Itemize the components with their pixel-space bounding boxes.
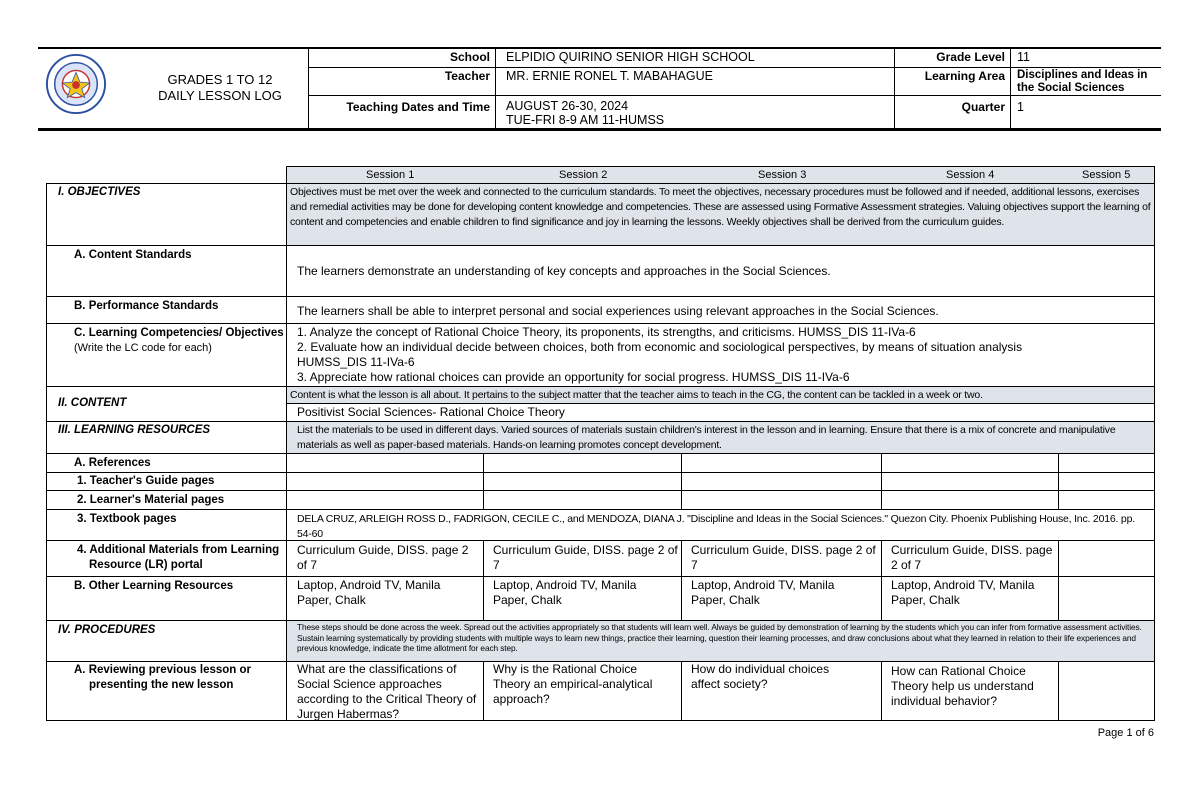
review-label-line1: A. Reviewing previous lesson or (74, 664, 252, 676)
competencies-value (297, 325, 1152, 385)
content-value: Positivist Social Sciences- Rational Choice Theory (297, 405, 565, 419)
other-resources-session-1: Laptop, Android TV, Manila Paper, Chalk (297, 578, 441, 607)
additional-materials-session-4: Curriculum Guide, DISS. page 2 of 7 (891, 543, 1053, 572)
dates-line1: AUGUST 26-30, 2024 (506, 99, 629, 113)
content-label: II. CONTENT (58, 397, 127, 409)
teachers-guide-label: 1. Teacher's Guide pages (77, 475, 215, 487)
title-line2: DAILY LESSON LOG (158, 88, 282, 103)
competencies-label-block (74, 326, 284, 355)
competency-2-code: HUMSS_DIS 11-IVa-6 (297, 355, 415, 369)
teacher-value: MR. ERNIE RONEL T. MABAHAGUE (506, 69, 713, 83)
other-resources-session-3: Laptop, Android TV, Manila Paper, Chalk (691, 578, 835, 607)
textbook-value: DELA CRUZ, ARLEIGH ROSS D., FADRIGON, CECILE C., and MENDOZA, DIANA J. "Discipline and Ideas in the Social Sciences." Quezon City. Phoenix Publishing House, Inc. 2016. pp. 54-60 (297, 513, 1135, 540)
review-label-line2: presenting the new lesson (89, 679, 234, 691)
quarter-label: Quarter (961, 100, 1005, 114)
content-standards-label: A. Content Standards (74, 249, 192, 261)
quarter-value: 1 (1017, 100, 1024, 114)
review-session-2: Why is the Rational Choice Theory an empirical-analytical approach? (493, 662, 653, 706)
objectives-note: Objectives must be met over the week and connected to the curriculum standards. To meet the objectives, necessary procedures must be followed and if needed, additional lessons, exercises and remedial activities may be done for developing content knowledge and competencies. These are assessed using Formative Assessment strategies. Valuing objectives support the learning of content and competencies and enable children to find significance and joy in learning the lessons. Weekly objectives shall be derived from the curriculum guides. (290, 186, 1151, 228)
session-2-header: Session 2 (559, 169, 608, 181)
additional-materials-line2: Resource (LR) portal (89, 559, 203, 571)
dates-label: Teaching Dates and Time (346, 100, 490, 114)
performance-standards-label: B. Performance Standards (74, 300, 219, 312)
review-session-4: How can Rational Choice Theory help us understand individual behavior? (891, 664, 1034, 708)
learners-material-label: 2. Learner's Material pages (77, 494, 225, 506)
performance-standards-value: The learners shall be able to interpret personal and social experiences using relevant approaches in the Social Sciences. (297, 304, 939, 318)
session-4-header: Session 4 (946, 169, 995, 181)
page-number: Page 1 of 6 (1097, 727, 1154, 739)
dates-line2: TUE-FRI 8-9 AM 11-HUMSS (506, 113, 665, 127)
additional-materials-line1: 4. Additional Materials from Learning (77, 544, 280, 556)
area-line1: Disciplines and Ideas in (1017, 69, 1148, 81)
session-1-header: Session 1 (366, 169, 415, 181)
competency-3: 3. Appreciate how rational choices can provide an opportunity for social progress. HUMSS_DIS 11-IVa-6 (297, 370, 850, 384)
other-resources-label: B. Other Learning Resources (74, 580, 234, 592)
grade-value: 11 (1017, 50, 1030, 64)
review-label (74, 663, 279, 693)
competencies-sublabel: (Write the LC code for each) (74, 342, 212, 354)
textbook-label: 3. Textbook pages (77, 513, 177, 525)
additional-materials-session-1: Curriculum Guide, DISS. page 2 of 7 (297, 543, 469, 572)
school-value: ELPIDIO QUIRINO SENIOR HIGH SCHOOL (506, 50, 755, 64)
competency-2: 2. Evaluate how an individual decide between choices, both from economic and sociological perspectives, by means of situation analysis (297, 340, 1023, 354)
session-3-header: Session 3 (758, 169, 807, 181)
content-note: Content is what the lesson is all about. It pertains to the subject matter that the teacher aims to teach in the CG, the content can be tackled in a week or two. (290, 389, 983, 401)
procedures-note: These steps should be done across the week. Spread out the activities appropriately so that students will learn well. Always be guided by demonstration of learning by the students which you can infer from formative assessment activities. Sustain learning systematically by providing students with multiple ways to learn new things, practice their learning, question their learning processes, and draw conclusions about what they learned in relation to their life experiences and previous knowledge, indicate the time allotment for each step. (297, 622, 1142, 653)
content-standards-value: The learners demonstrate an understanding of key concepts and approaches in the Social Sciences. (297, 264, 831, 278)
additional-materials-session-3: Curriculum Guide, DISS. page 2 of 7 (691, 543, 876, 572)
area-line2: the Social Sciences (1017, 82, 1125, 94)
review-session-3: How do individual choices affect society? (691, 662, 830, 691)
teacher-label: Teacher (444, 69, 490, 83)
procedures-label: IV. PROCEDURES (58, 624, 156, 636)
session-5-header: Session 5 (1082, 169, 1131, 181)
other-resources-session-2: Laptop, Android TV, Manila Paper, Chalk (493, 578, 637, 607)
school-label: School (449, 50, 490, 64)
review-session-1: What are the classifications of Social Science approaches according to the Critical Theory of Jurgen Habermas? (297, 662, 477, 721)
objectives-label: I. OBJECTIVES (58, 186, 141, 198)
grade-label: Grade Level (936, 50, 1005, 64)
area-label: Learning Area (924, 69, 1005, 83)
other-resources-session-4: Laptop, Android TV, Manila Paper, Chalk (891, 578, 1035, 607)
references-label: A. References (74, 457, 151, 469)
additional-materials-session-2: Curriculum Guide, DISS. page 2 of 7 (493, 543, 678, 572)
additional-materials-label (77, 543, 282, 573)
resources-label: III. LEARNING RESOURCES (58, 424, 211, 436)
resources-note: List the materials to be used in different days. Varied sources of materials sustain children's interest in the lesson and in learning. Ensure that there is a mix of concrete and manipulative materials as well as paper-based materials. Hands-on learning promotes concept development. (297, 424, 1116, 451)
competency-1: 1. Analyze the concept of Rational Choice Theory, its proponents, its strengths, and criticisms. HUMSS_DIS 11-IVa-6 (297, 325, 916, 339)
competencies-label: C. Learning Competencies/ Objectives (74, 327, 284, 339)
title-line1: GRADES 1 TO 12 (167, 72, 273, 87)
